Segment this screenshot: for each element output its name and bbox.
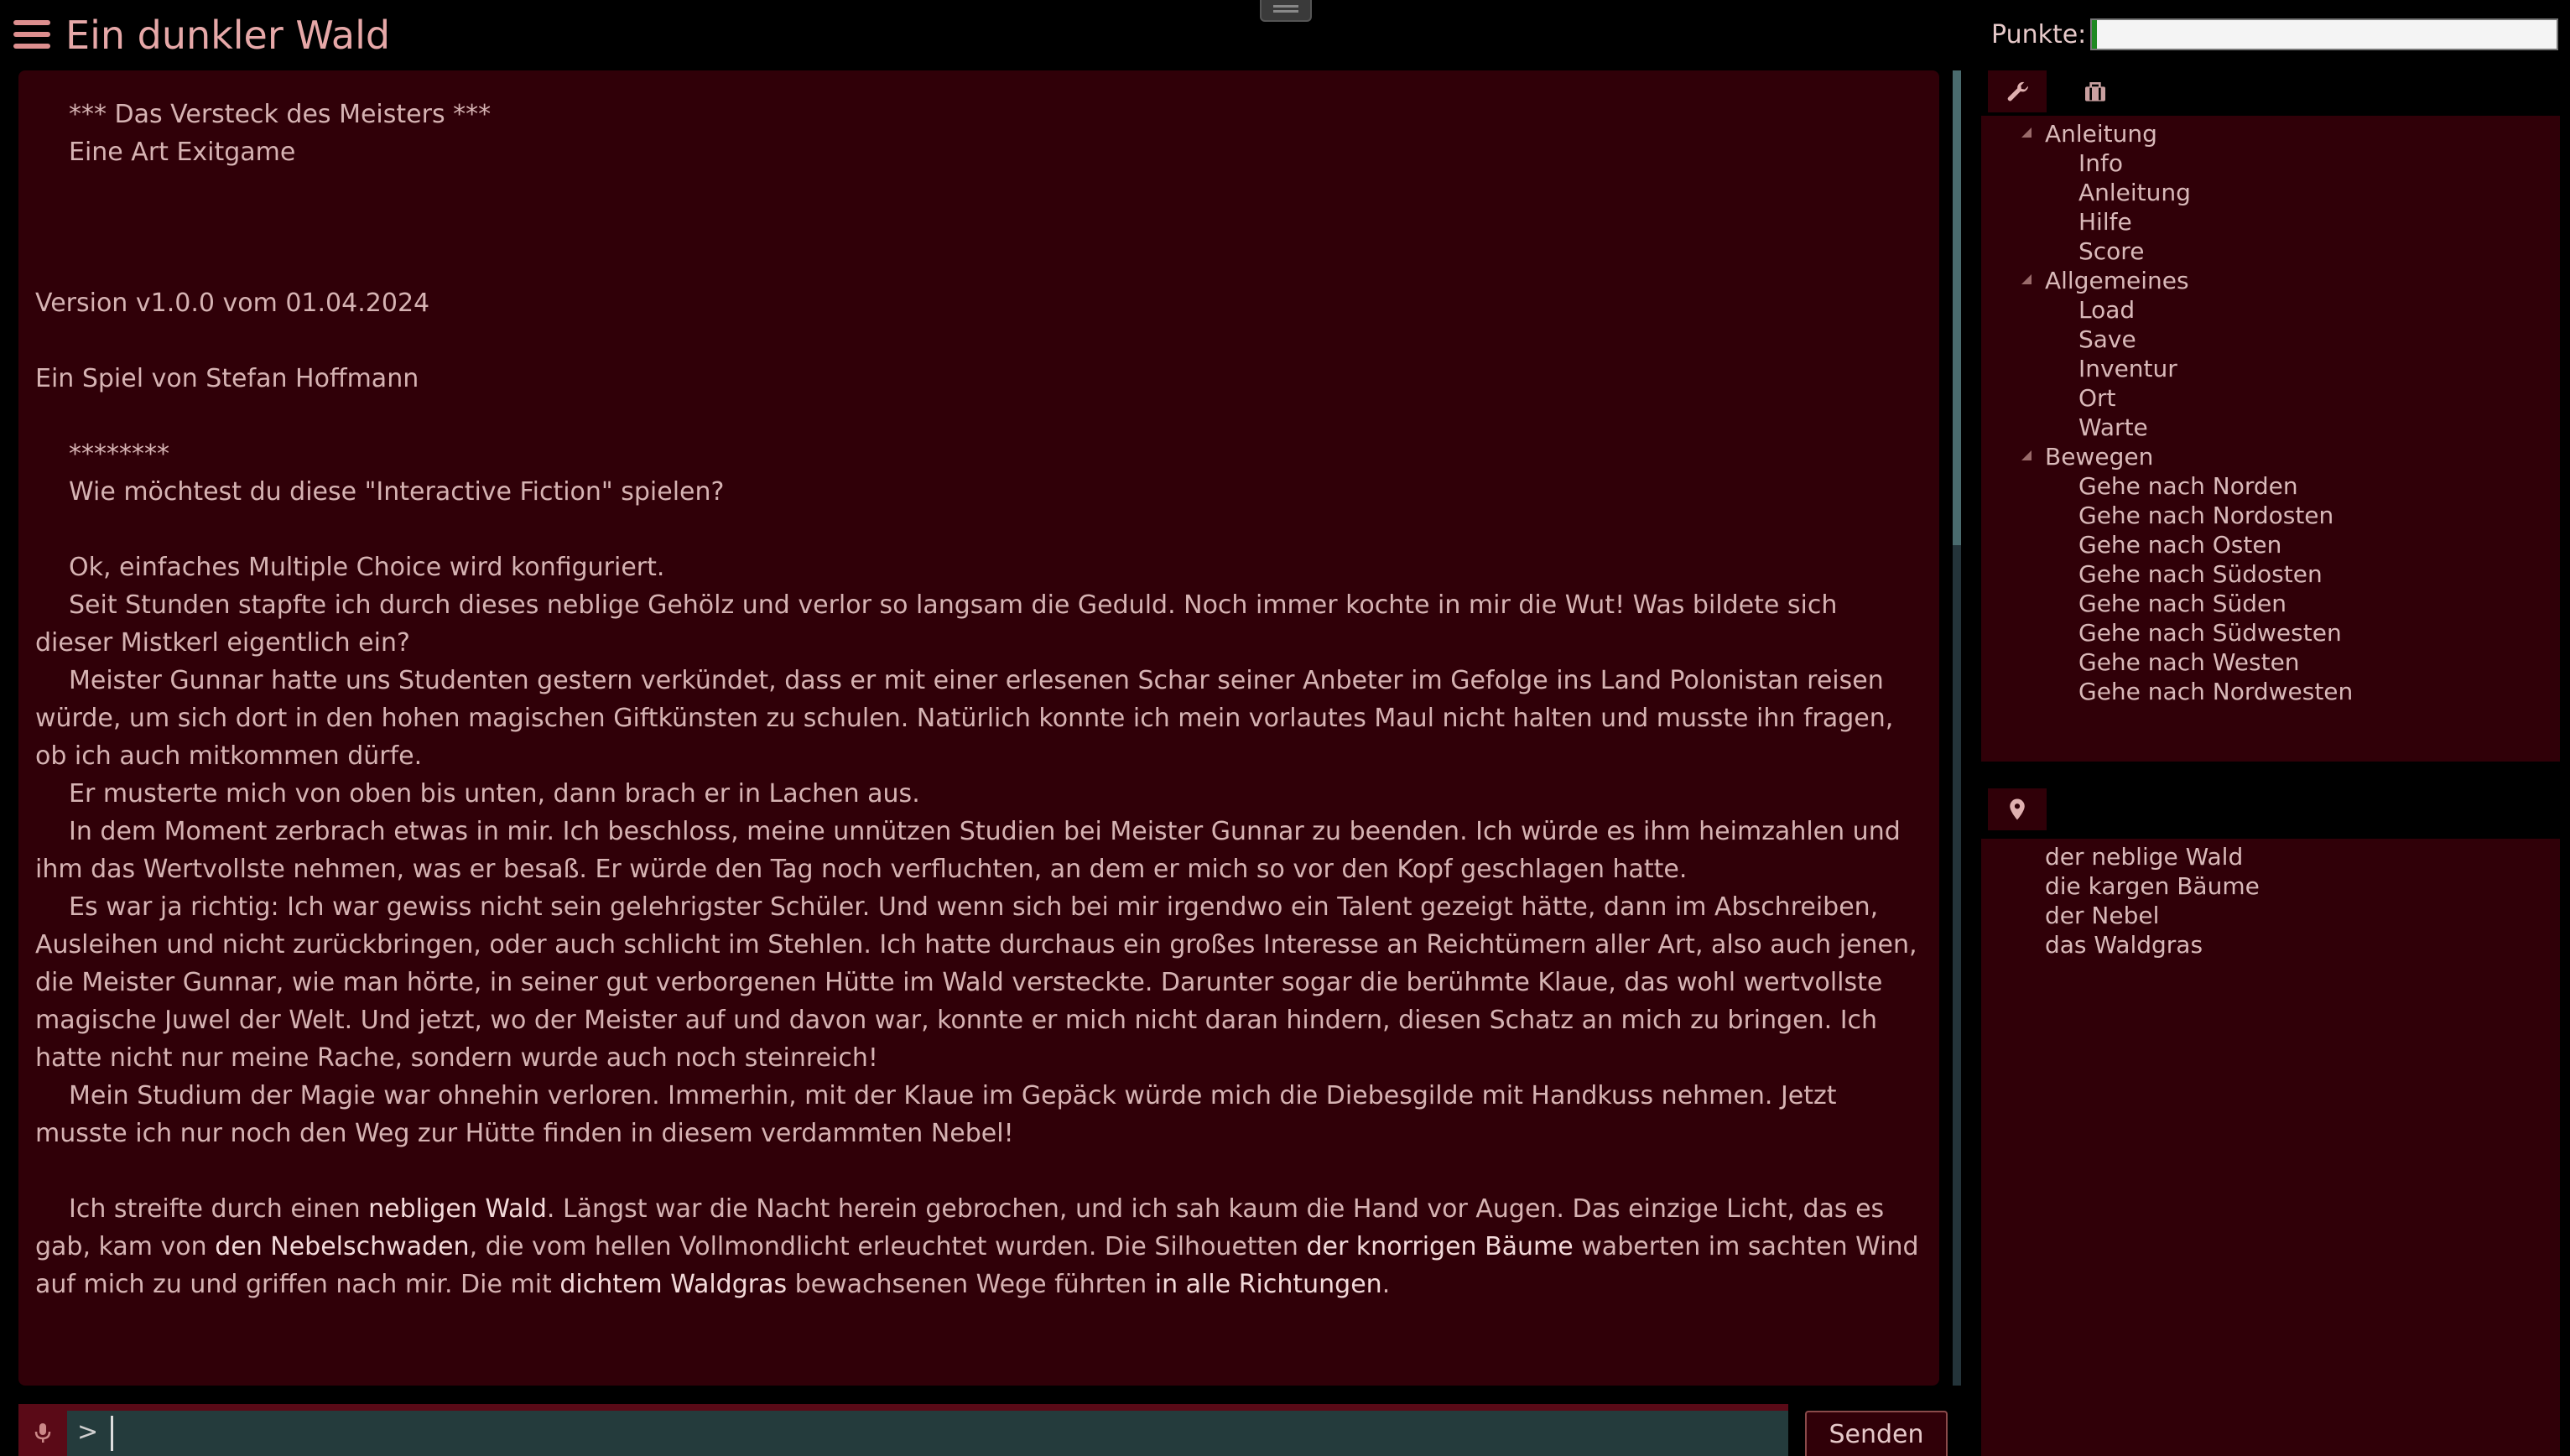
inventory-tab[interactable] [2065, 70, 2124, 112]
tree-item[interactable]: Gehe nach Osten [2078, 531, 2282, 559]
story-paragraph: Meister Gunnar hatte uns Studenten gestern verkündet, dass er mit einer erlesenen Schar seiner Anbeter im Gefolge ins Land Polonistan reisen würde, um sich dort in den hohen magischen Giftkünsten zu schulen. Natürlich konnte ich mein vorlautes Maul nicht halten und musste ihn fragen, ob ich auch mitkommen dürfe. [35, 666, 1894, 771]
tree-expand-icon[interactable] [2021, 274, 2032, 284]
microphone-icon[interactable] [18, 1411, 67, 1456]
tree-item[interactable]: Score [2078, 237, 2145, 265]
story-text: Ich streifte durch einen [69, 1194, 369, 1224]
place-item[interactable]: der Nebel [2045, 902, 2160, 929]
tree-item[interactable]: Gehe nach Südwesten [2078, 619, 2342, 647]
story-heading: *** Das Versteck des Meisters *** [69, 100, 492, 129]
story-current-room [35, 1190, 1922, 1303]
story-text: . [1381, 1270, 1391, 1299]
story-link-trees[interactable]: der knorrigen Bäume [1306, 1232, 1574, 1261]
places-panel [1981, 839, 2560, 1456]
tree-item[interactable]: Anleitung [2078, 179, 2191, 206]
story-paragraph: Ok, einfaches Multiple Choice wird konfiguriert. [69, 553, 665, 582]
score-progress-fill [2092, 20, 2097, 49]
story-link-fog[interactable]: den Nebelschwaden [215, 1232, 470, 1261]
tree-item[interactable]: Gehe nach Nordwesten [2078, 678, 2354, 705]
tree-item[interactable]: Info [2078, 149, 2123, 177]
send-button[interactable]: Senden [1805, 1411, 1948, 1456]
command-bar [18, 1404, 1788, 1456]
actions-tree-panel [1981, 116, 2560, 762]
tree-item[interactable]: Gehe nach Nordosten [2078, 502, 2334, 529]
tools-tab[interactable] [1988, 70, 2047, 112]
story-scrollbar-thumb[interactable] [1953, 70, 1961, 545]
command-prompt: > [77, 1417, 99, 1447]
story-link-grass[interactable]: dichtem Waldgras [559, 1270, 788, 1299]
tree-item[interactable]: Gehe nach Westen [2078, 648, 2300, 676]
header-bar [0, 0, 2570, 67]
tree-item[interactable]: Ort [2078, 384, 2116, 412]
story-question: Wie möchtest du diese "Interactive Fiction" spielen? [69, 477, 725, 507]
hamburger-menu-icon[interactable] [13, 20, 50, 50]
page-title: Ein dunkler Wald [65, 13, 391, 58]
tree-expand-icon[interactable] [2021, 127, 2032, 138]
tree-item[interactable]: Hilfe [2078, 208, 2132, 236]
story-panel [18, 70, 1939, 1386]
story-paragraph: Er musterte mich von oben bis unten, dann brach er in Lachen aus. [69, 779, 920, 809]
command-input[interactable] [111, 1416, 1782, 1451]
score-progress-bar [2090, 18, 2558, 50]
place-item[interactable]: der neblige Wald [2045, 843, 2244, 871]
story-text: waberten im sachten Wind auf mich zu und griffen nach mir. Die mit [35, 1232, 1919, 1299]
story-paragraph: Seit Stunden stapfte ich durch dieses neblige Gehölz und verlor so langsam die Geduld. Noch immer kochte in mir die Wut! Was bildete sich dieser Mistkerl eigentlich ein? [35, 590, 1838, 658]
place-item[interactable]: das Waldgras [2045, 931, 2203, 959]
story-text: . Längst war die Nacht herein gebrochen, und ich sah kaum die Hand vor Augen. Das einzige Licht, das es gab, kam von [35, 1194, 1885, 1261]
story-link-forest[interactable]: nebligen Wald [368, 1194, 547, 1224]
tree-item[interactable]: Gehe nach Süden [2078, 590, 2287, 617]
story-text: bewachsenen Wege führten [787, 1270, 1155, 1299]
tree-expand-icon[interactable] [2021, 450, 2032, 460]
tree-group[interactable]: Anleitung [1981, 119, 2560, 148]
tree-item[interactable]: Save [2078, 325, 2136, 353]
places-tab[interactable] [1988, 788, 2047, 830]
story-scrollbar[interactable] [1953, 70, 1961, 1386]
tree-item[interactable]: Gehe nach Norden [2078, 472, 2298, 500]
story-link-directions[interactable]: in alle Richtungen [1154, 1270, 1382, 1299]
story-author: Ein Spiel von Stefan Hoffmann [35, 364, 419, 393]
tree-group[interactable]: Allgemeines [1981, 266, 2560, 295]
tree-item[interactable]: Inventur [2078, 355, 2177, 382]
story-version: Version v1.0.0 vom 01.04.2024 [35, 289, 430, 318]
story-paragraph: In dem Moment zerbrach etwas in mir. Ich beschloss, meine unnützen Studien bei Meister Gunnar zu beenden. Ich würde es ihm heimzahlen und ihm das Wertvollste nehmen, was er besaß. Er würde den Tag noch verfluchten, an dem er mich so vor den Kopf geschlagen hatte. [35, 817, 1901, 884]
place-item[interactable]: die kargen Bäume [2045, 872, 2260, 900]
tree-item[interactable]: Load [2078, 296, 2136, 324]
score-label: Punkte: [1991, 20, 2087, 49]
tree-group[interactable]: Bewegen [1981, 442, 2560, 471]
tree-item[interactable]: Gehe nach Südosten [2078, 560, 2323, 588]
collapse-handle[interactable] [1260, 0, 1312, 22]
story-text: , die vom hellen Vollmondlicht erleuchtet wurden. Die Silhouetten [469, 1232, 1307, 1261]
story-separator: ******** [69, 439, 169, 469]
tree-item[interactable]: Warte [2078, 413, 2148, 441]
story-paragraph: Es war ja richtig: Ich war gewiss nicht sein gelehrigster Schüler. Und wenn sich bei mir irgendwo ein Talent gezeigt hätte, dann im Abschreiben, Ausleihen und nicht zurückbringen, oder auch schlicht im Stehlen. Ich hatte durchaus ein großes Interesse an Reichtümern aller Art, also auch jenen, die Meister Gunnar, wie man hörte, in seiner gut verborgenen Hütte im Wald versteckte. Darunter sogar die berühmte Klaue, das wohl wertvollste magische Juwel der Welt. Und jetzt, wo der Meister auf und davon war, konnte er mich nicht daran hindern, diesen Schatz an mich zu bringen. Ich hatte nicht nur meine Rache, sondern wurde auch noch steinreich! [35, 892, 1917, 1073]
story-subheading: Eine Art Exitgame [69, 138, 296, 167]
story-paragraph: Mein Studium der Magie war ohnehin verloren. Immerhin, mit der Klaue im Gepäck würde mich die Diebesgilde mit Handkuss nehmen. Jetzt musste ich nur noch den Weg zur Hütte finden in diesem verdammten Nebel! [35, 1081, 1837, 1148]
